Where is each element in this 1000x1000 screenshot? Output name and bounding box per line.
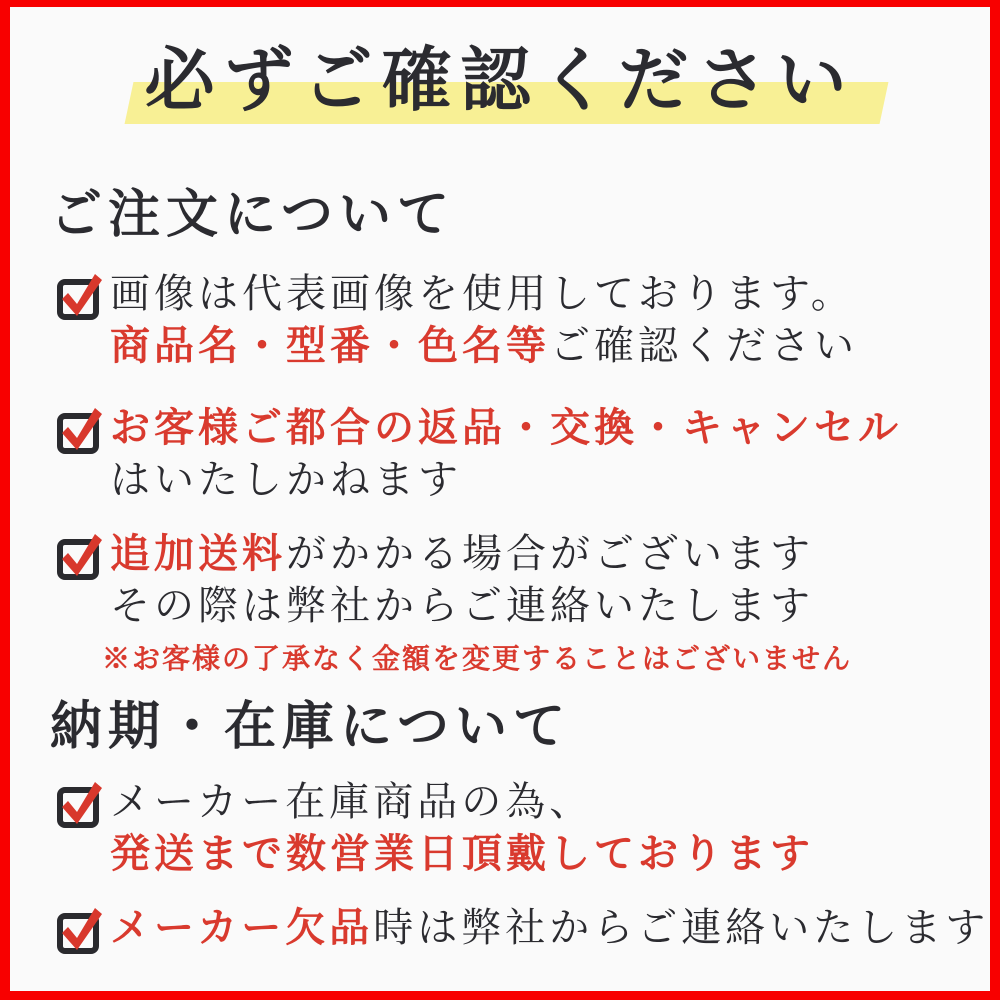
item-text-segment: はいたしかねます [110, 456, 462, 503]
item-text [110, 268, 858, 372]
checklist-item [50, 528, 950, 678]
checkbox-check-icon [56, 404, 102, 454]
item-text-segment: 画像は代表画像を使用しております。 [110, 270, 855, 317]
checklist-item [50, 402, 950, 506]
item-footnote: ※お客様の了承なく金額を変更することはございません [102, 641, 853, 675]
section-heading-order: ご注文について [50, 183, 455, 245]
checklist-item [50, 902, 990, 954]
notice-content [10, 33, 990, 954]
item-text-segment-red: 追加送料 [110, 529, 286, 577]
checkbox-check-icon [56, 904, 102, 954]
item-text-segment-red: メーカー欠品 [110, 904, 374, 952]
item-text-segment: がかかる場合がございます [286, 530, 814, 577]
item-text-segment: その際は弊社からご連絡いたします [110, 582, 814, 629]
checkbox-check-icon [56, 778, 102, 828]
item-text-segment: メーカー在庫商品の為、 [110, 779, 594, 826]
item-text [110, 902, 990, 954]
page-title [145, 33, 856, 128]
item-text-segment-red: 発送まで数営業日頂戴しております [110, 830, 814, 878]
item-text [110, 402, 902, 506]
item-text-segment-red: お客様ご都合の返品・交換・キャンセル [110, 403, 902, 451]
page-title-text: 必ずご確認ください [144, 38, 856, 121]
checklist-item [50, 268, 950, 372]
item-text [102, 528, 853, 678]
checkbox-check-icon [56, 530, 102, 580]
item-text-segment-red: 商品名・型番・色名等 [110, 321, 550, 369]
item-text [110, 776, 814, 880]
item-text-segment: 時は弊社からご連絡いたします [373, 905, 990, 952]
section-heading-delivery: 納期・在庫について [50, 695, 571, 757]
checklist-item [50, 776, 950, 880]
item-text-segment: ご確認ください [550, 322, 858, 369]
checkbox-check-icon [56, 270, 102, 320]
